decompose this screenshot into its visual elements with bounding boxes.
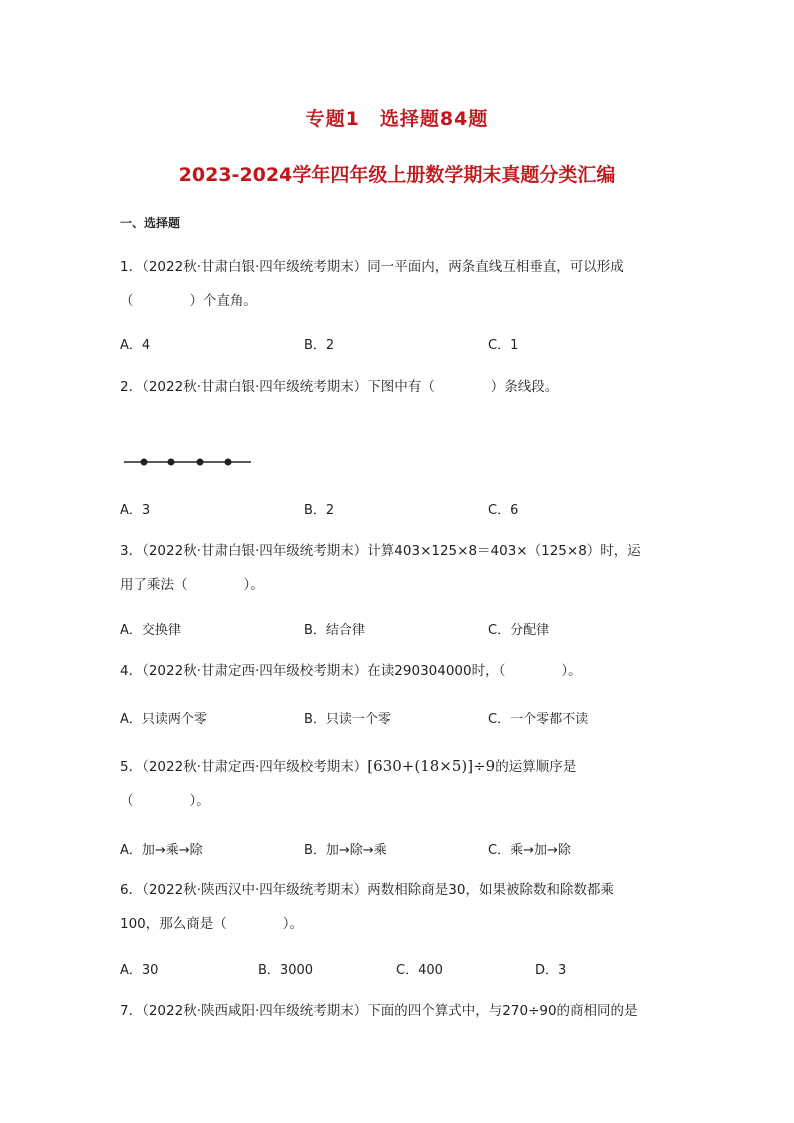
option-a[interactable]: A．交换律 — [120, 623, 181, 638]
option-c[interactable]: C．乘→加→除 — [488, 843, 571, 858]
question-text: 下面的四个算式中，与270÷90的商相同的是 — [367, 1003, 638, 1019]
question-6 — [120, 873, 680, 941]
question-3 — [120, 534, 680, 602]
line-segment-figure — [124, 452, 254, 472]
question-text-line2: 用了乘法（ — [120, 577, 188, 593]
question-source: （2022秋·甘肃白银·四年级统考期末） — [142, 259, 368, 275]
option-b[interactable]: B．只读一个零 — [304, 712, 391, 727]
question-text: 计算403×125×8＝403×（125×8）时，运 — [367, 543, 641, 559]
question-source: （2022秋·甘肃定西·四年级校考期末） — [142, 759, 368, 775]
question-number: 6． — [120, 882, 143, 898]
question-text-tail: ）。 — [189, 793, 210, 809]
segment-point — [197, 459, 204, 466]
option-a[interactable]: A．3 — [120, 503, 151, 518]
options-1 — [120, 334, 680, 354]
segment-point — [141, 459, 148, 466]
segment-point — [225, 459, 232, 466]
question-text-tail: ）。 — [243, 577, 264, 593]
question-number: 3． — [120, 543, 143, 559]
options-6 — [120, 959, 680, 979]
question-number: 1． — [120, 259, 143, 275]
option-c[interactable]: C．分配律 — [488, 623, 550, 638]
question-number: 2． — [120, 379, 143, 395]
question-number: 5． — [120, 759, 143, 775]
option-b[interactable]: B．2 — [304, 503, 335, 518]
option-b[interactable]: B．2 — [304, 338, 335, 353]
question-text: 下图中有（ — [367, 379, 435, 395]
options-3 — [120, 619, 680, 639]
question-text: 同一平面内，两条直线互相垂直，可以形成 — [367, 259, 624, 275]
question-source: （2022秋·甘肃定西·四年级校考期末） — [142, 663, 368, 679]
question-text-tail: ）条线段。 — [490, 379, 559, 395]
question-text: 两数相除商是30，如果被除数和除数都乘 — [367, 882, 614, 898]
question-4 — [120, 654, 680, 688]
question-text-tail: ）。 — [561, 663, 582, 679]
option-a[interactable]: A．30 — [120, 963, 159, 978]
option-b[interactable]: B．3000 — [258, 963, 314, 978]
options-2 — [120, 499, 680, 519]
document-subtitle: 2023-2024学年四年级上册数学期末真题分类汇编 — [178, 164, 616, 186]
question-5 — [120, 749, 680, 818]
option-c[interactable]: C．1 — [488, 338, 519, 353]
document-title: 专题1 选择题84题 — [305, 108, 489, 130]
answer-bracket-open: （ — [120, 793, 134, 809]
question-text-line2: 100，那么商是（ — [120, 916, 227, 932]
option-d[interactable]: D．3 — [535, 963, 567, 978]
question-7 — [120, 994, 680, 1028]
question-source: （2022秋·甘肃白银·四年级统考期末） — [142, 543, 368, 559]
question-source: （2022秋·陕西咸阳·四年级统考期末） — [142, 1003, 368, 1019]
options-4 — [120, 708, 680, 728]
section-heading: 一、选择题 — [120, 216, 181, 230]
option-a[interactable]: A．只读两个零 — [120, 712, 207, 727]
question-1 — [120, 250, 680, 318]
segment-point — [168, 459, 175, 466]
question-number: 7． — [120, 1003, 143, 1019]
option-c[interactable]: C．一个零都不读 — [488, 712, 589, 727]
option-c[interactable]: C．6 — [488, 503, 519, 518]
math-expression: [630+(18×5)]÷9 — [367, 757, 496, 775]
question-text: 的运算顺序是 — [495, 759, 577, 775]
question-text-tail: ）。 — [282, 916, 304, 932]
answer-bracket-open: （ — [120, 293, 134, 309]
question-source: （2022秋·陕西汉中·四年级统考期末） — [142, 882, 368, 898]
option-c[interactable]: C．400 — [396, 963, 443, 978]
question-text-tail: ）个直角。 — [189, 293, 257, 309]
option-b[interactable]: B．结合律 — [304, 623, 365, 638]
options-5 — [120, 839, 680, 859]
option-a[interactable]: A．加→乘→除 — [120, 843, 203, 858]
question-2 — [120, 370, 680, 404]
option-a[interactable]: A．4 — [120, 338, 151, 353]
question-source: （2022秋·甘肃白银·四年级统考期末） — [142, 379, 368, 395]
question-number: 4． — [120, 663, 143, 679]
option-b[interactable]: B．加→除→乘 — [304, 843, 387, 858]
question-text: 在读290304000时，（ — [367, 663, 506, 679]
